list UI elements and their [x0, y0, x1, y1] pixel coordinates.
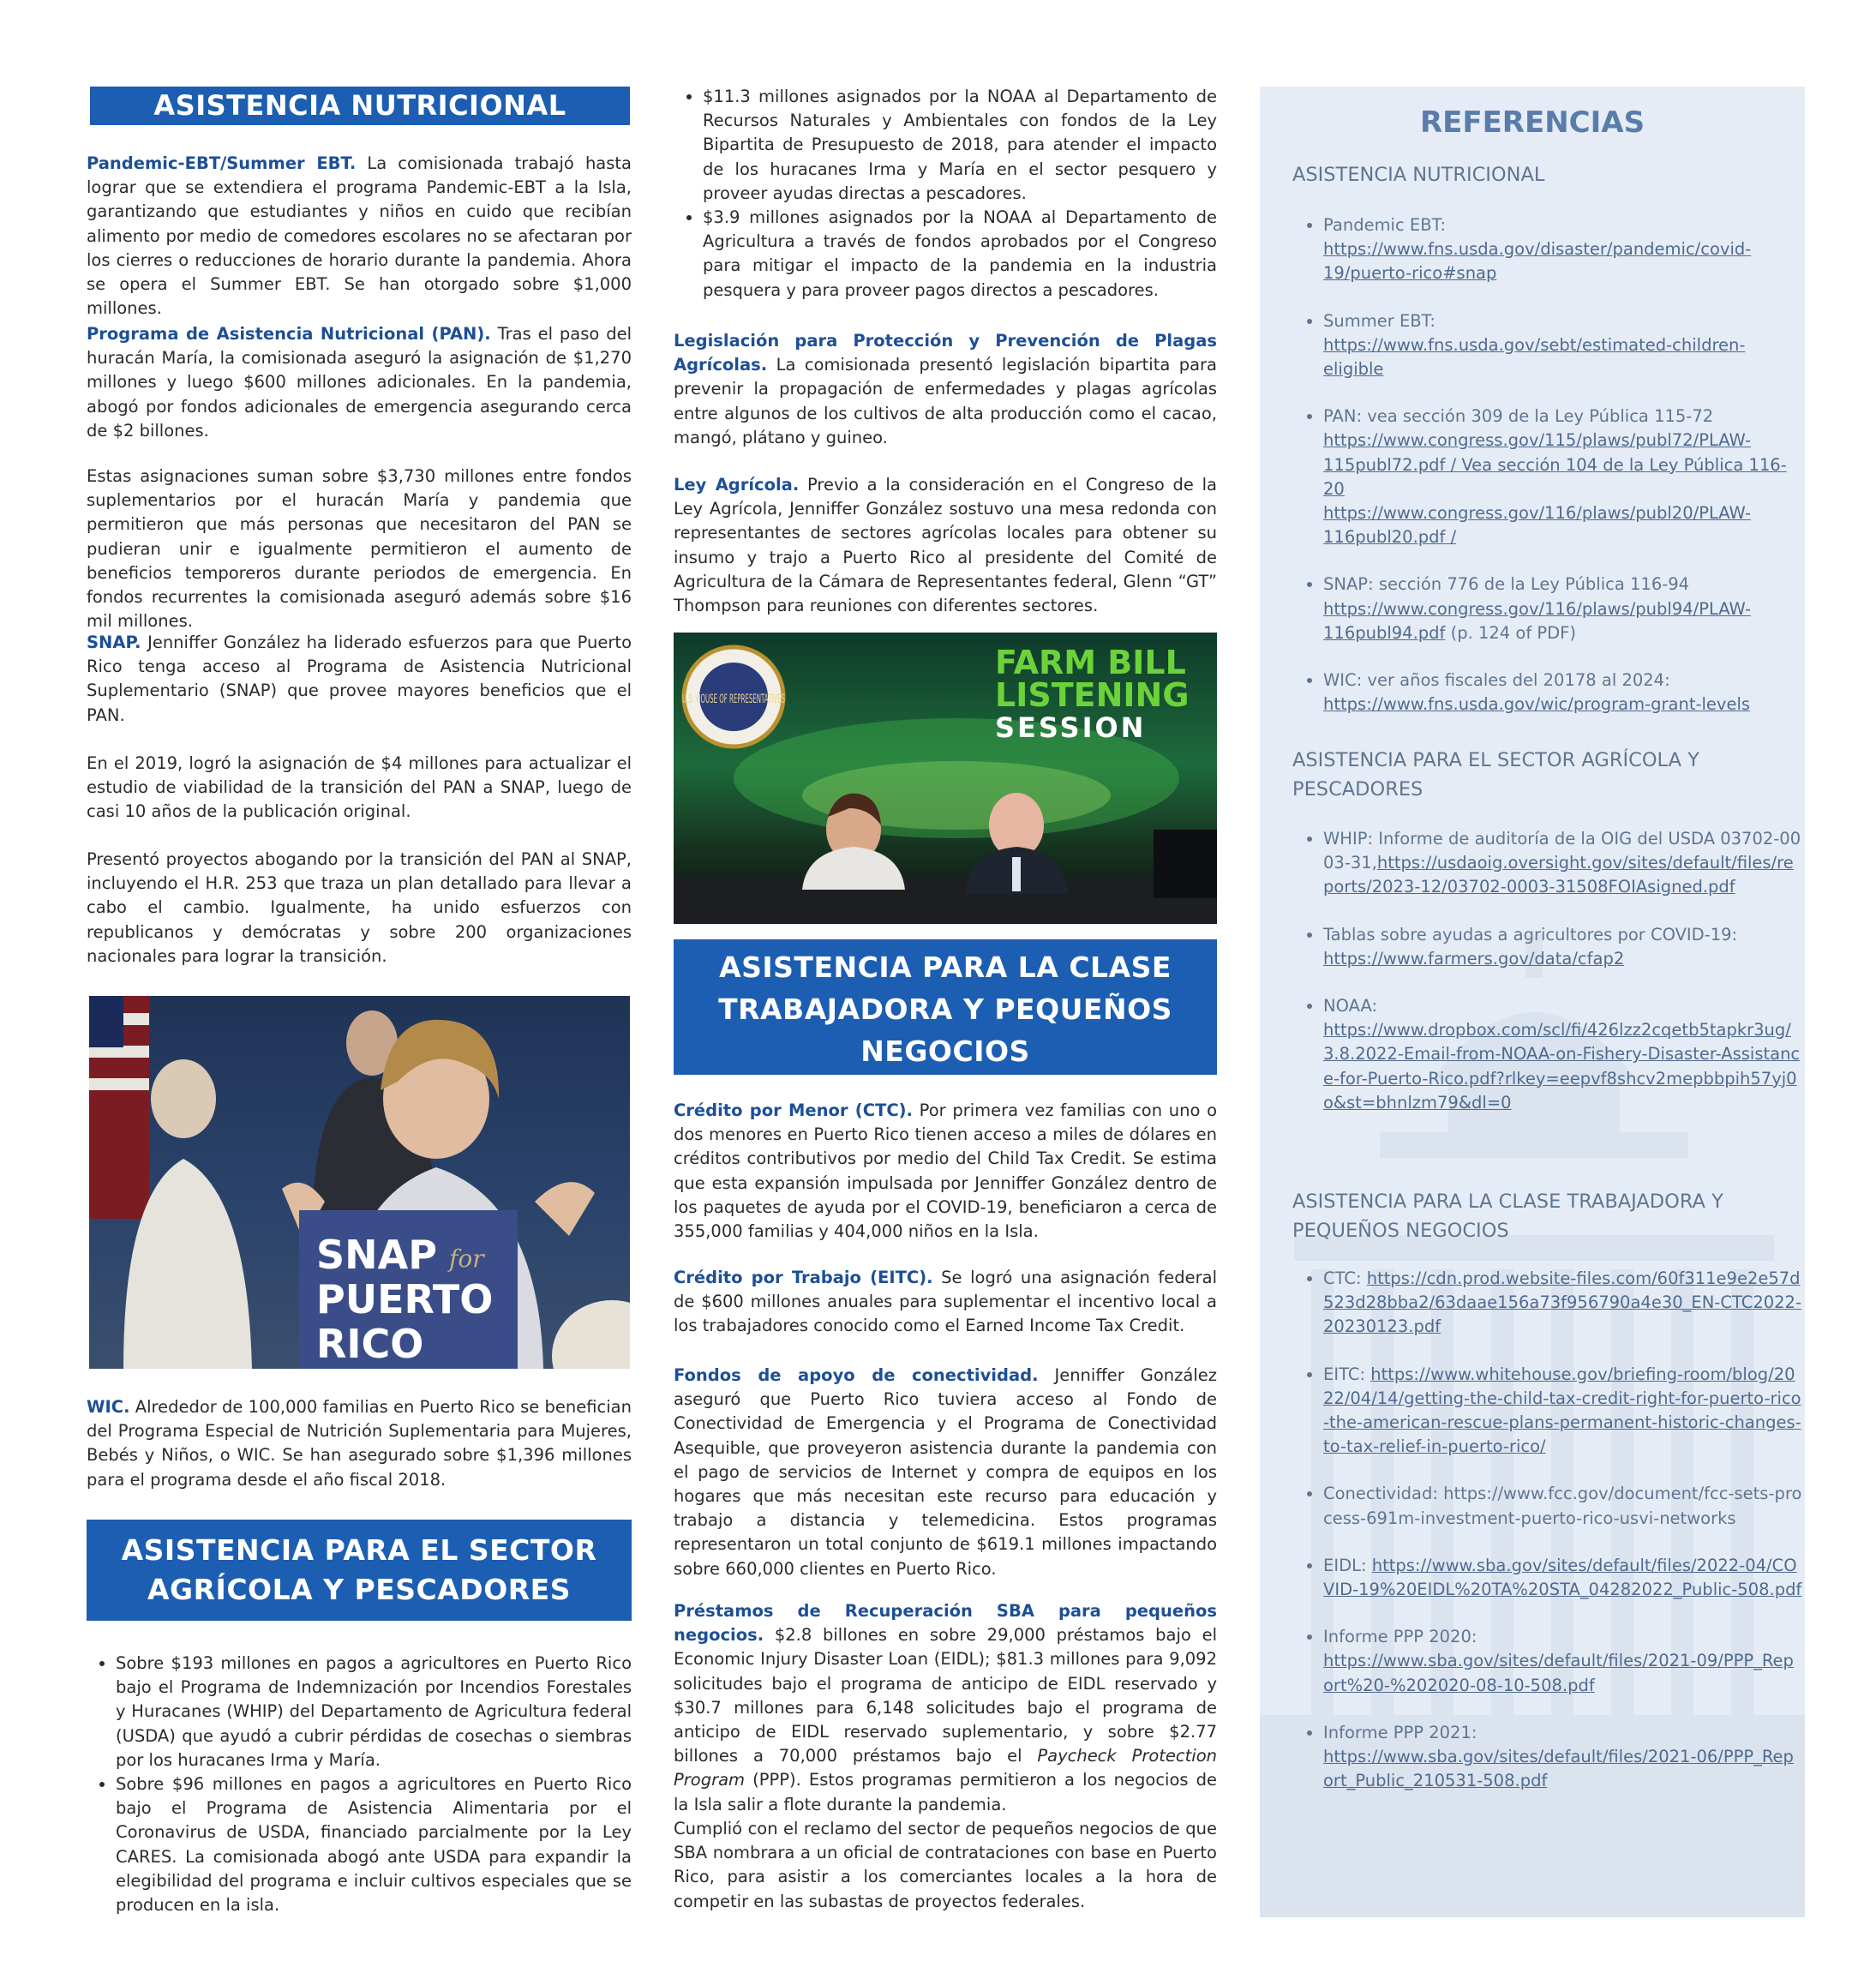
workers-header-line1: ASISTENCIA PARA LA CLASE — [719, 951, 1172, 984]
plagas-text: La comisionada presentó legislación bipartita para prevenir la propagación de enfermedades y plagas agrícolas entre algunos de los cultivos de alta producción como el cacao, mangó, plátano y guineo. — [674, 355, 1218, 447]
sum-paragraph: Estas asignaciones suman sobre $3,730 millones entre fondos suplementarios por el huracán María y pandemia que permitieron que más personas que necesitaron del PAN se pudieran unir e igualmente permitieron el aumento de beneficios temporeros durante periodos de emergencia. En fondos recurrentes la comisionada aseguró además sobre $16 mil millones. — [87, 466, 632, 632]
ley-agricola-paragraph — [674, 473, 1217, 618]
ref-item-conectividad — [1323, 1482, 1803, 1530]
references-title: REFERENCIAS — [1419, 105, 1645, 140]
eitc-text: Se logró una asignación federal de $600 millones anuales para suplementar el incentivo local a los trabajadores conocido como el Earned Income Tax Credit. — [674, 1268, 1218, 1336]
ref-pebt-label: Pandemic EBT: — [1323, 215, 1446, 235]
sba-paragraph — [674, 1599, 1217, 1817]
ref-ppp2020-link[interactable]: https://www.sba.gov/sites/default/files/2021-09/PPP_Report%20-%202020-08-10-508.pdf — [1323, 1651, 1794, 1695]
ref-item-sebt — [1323, 309, 1803, 382]
ref-item-noaa — [1323, 994, 1803, 1115]
nutrition-header — [90, 87, 630, 125]
ley-agricola-text: Previo a la consideración en el Congreso de la Ley Agrícola, Jenniffer González sostuvo una mesa redonda con representantes de sectores agrícolas locales para obtener su insumo y trajo a Puerto Rico al presidente del Comité de Agricultura de la Cámara de Representantes federal, Glenn “GT” Thompson para reuniones con diferentes sectores. — [674, 475, 1218, 616]
plagas-lead: Legislación para Protección y Prevención de Plagas Agrícolas. — [674, 331, 1217, 375]
ref-eitc-link[interactable]: https://www.whitehouse.gov/briefing-room/blog/2022/04/14/getting-the-child-tax-credit-right-for-puerto-rico-the-american-rescue-plans-permanent-historic-changes-to-tax-relief-in-puerto-rico/ — [1323, 1364, 1801, 1457]
pan-lead: Programa de Asistencia Nutricional (PAN). — [87, 324, 491, 344]
nutrition-header-text: ASISTENCIA NUTRICIONAL — [153, 89, 566, 122]
ref-eitc-label: EITC: — [1323, 1364, 1366, 1384]
ref-eidl-label: EIDL: — [1323, 1555, 1367, 1575]
sign-line2: PUERTO — [316, 1276, 494, 1322]
snap-press-photo-art — [89, 996, 630, 1369]
farm-bill-photo-art — [674, 633, 1217, 924]
conectividad-lead: Fondos de apoyo de conectividad. — [674, 1365, 1039, 1385]
sign-line1: SNAP — [316, 1232, 437, 1278]
agri-bullets-1 — [87, 1652, 632, 1917]
plagas-paragraph — [674, 329, 1217, 450]
pan-text: Tras el paso del huracán María, la comisionada aseguró la asignación de $1,270 millones y luego $600 millones adicionales. En la pandemia, abogó por fondos adicionales de emergencia asegurando cerca de $2 billones. — [87, 324, 632, 441]
snap-text: Jenniffer González ha liderado esfuerzos para que Puerto Rico tenga acceso al Programa de Asistencia Nutricional Suplementario (SNAP) que provee mayores beneficios que el PAN. — [87, 633, 632, 725]
ref-sebt-link[interactable]: https://www.fns.usda.gov/sebt/estimated-children-eligible — [1323, 334, 1746, 380]
snap-lead: SNAP. — [87, 633, 141, 652]
agri-bullet-cfap: • Sobre $96 millones en pagos a agricultores en Puerto Rico bajo el Programa de Asistencia Alimentaria por el Coronavirus de USDA, financiado parcialmente por la Ley CARES. La comisionada abogó ante USDA para expandir la elegibilidad del programa e incluir cultivos especiales que se producen en la isla. — [116, 1772, 632, 1917]
ref-ctc-link[interactable]: https://cdn.prod.website-files.com/60f311e9e2e57d523d28bba2/63daae156a73f956790a4e30_EN-CTC2022-20230123.pdf — [1323, 1268, 1801, 1337]
farm-title-line3: SESSION — [995, 711, 1147, 744]
eitc-paragraph — [674, 1266, 1217, 1339]
ref-whip-label: WHIP: Informe de auditoría de la OIG del USDA 03702-0003-31, — [1323, 829, 1801, 873]
ref-item-ppp2021 — [1323, 1721, 1803, 1794]
ref-item-ctc — [1323, 1267, 1803, 1340]
farm-bill-photo — [674, 633, 1217, 924]
refs-section-nutrition: ASISTENCIA NUTRICIONAL — [1292, 164, 1545, 186]
refs-section-workers: ASISTENCIA PARA LA CLASE TRABAJADORA Y PEQUEÑOS NEGOCIOS — [1292, 1190, 1723, 1242]
refs-list-agri — [1292, 827, 1803, 1115]
ref-snap-note: (p. 124 of PDF) — [1450, 622, 1576, 643]
conectividad-paragraph — [674, 1364, 1217, 1581]
sba-text-a: $2.8 billones en sobre 29,000 préstamos bajo el Economic Injury Disaster Loan (EIDL); $81.3 millones para 9,092 solicitudes bajo el programa de anticipo de EIDL reservado y $30.7 millones para 6,148 solicitudes bajo el programa de anticipo de EIDL reservado suplementario, y sobre $2.77 billones a 70,000 préstamos bajo el — [674, 1625, 1217, 1766]
agri-bullet-whip: • Sobre $193 millones en pagos a agricultores en Puerto Rico bajo el Programa de Indemnización por Incendios Forestales y Huracanes (WHIP) del Departamento de Agricultura federal (USDA) que ayudó a cubrir pérdidas de cosechas o siembras por los huracanes Irma y María. — [116, 1652, 632, 1772]
pebt-paragraph — [87, 152, 632, 321]
sign-for: for — [449, 1244, 484, 1273]
agri-bullet-noaa-drna: • $11.3 millones asignados por la NOAA al Departamento de Recursos Naturales y Ambientales con fondos de la Ley Bipartita de Presupuesto de 2018, para atender el impacto de los huracanes Irma y María en el sector pesquero y proveer ayudas directas a pescadores. — [703, 85, 1217, 206]
wic-paragraph — [87, 1395, 632, 1492]
ref-wic-link[interactable]: https://www.fns.usda.gov/wic/program-grant-levels — [1323, 694, 1751, 715]
snap-press-photo — [89, 996, 630, 1369]
agri-header — [87, 1520, 632, 1621]
pebt-text: La comisionada trabajó hasta lograr que se extendiera el programa Pandemic-EBT a la Isla, garantizando que estudiantes y niños en cuido que recibían alimento por medio de comedores escolares no se afectaran por los cierres o reducciones de horario durante la pandemia. Ahora se opera el Summer EBT. Se han otorgado sobre $1,000 millones. — [87, 153, 632, 319]
ref-item-whip — [1323, 827, 1803, 900]
house-seal-text: U.S. HOUSE OF REPRESENTATIVES — [682, 693, 786, 706]
eitc-lead: Crédito por Trabajo (EITC). — [674, 1268, 933, 1287]
ref-item-ppp2020 — [1323, 1625, 1803, 1698]
wic-text: Alrededor de 100,000 familias en Puerto Rico se benefician del Programa Especial de Nutrición Suplementaria para Mujeres, Bebés y Niños, o WIC. Se han asegurado sobre $1,396 millones para el programa desde el año fiscal 2018. — [87, 1397, 632, 1490]
ref-pan-label: PAN: vea sección 309 de la Ley Pública 115-72 — [1323, 406, 1714, 427]
ref-cfap-link[interactable]: https://www.farmers.gov/data/cfap2 — [1323, 948, 1625, 969]
ref-sebt-label: Summer EBT: — [1323, 310, 1435, 331]
refs-section-agri: ASISTENCIA PARA EL SECTOR AGRÍCOLA Y PESCADORES — [1292, 749, 1699, 801]
ref-item-snap — [1323, 573, 1803, 645]
ctc-paragraph — [674, 1099, 1217, 1244]
ctc-lead: Crédito por Menor (CTC). — [674, 1100, 913, 1120]
farm-title-line2: LISTENING — [995, 676, 1190, 714]
sign-line3: RICO — [316, 1321, 424, 1367]
ref-item-pebt — [1323, 213, 1803, 286]
oficial-paragraph: Cumplió con el reclamo del sector de pequeños negocios de que SBA nombrara a un oficial de contrataciones con base en Puerto Rico, para asistir a los comerciantes locales a la hora de competir en las subastas de proyectos federales. — [674, 1819, 1217, 1911]
workers-header — [674, 939, 1217, 1075]
ref-snap-link[interactable]: https://www.congress.gov/116/plaws/publ94/PLAW-116publ94.pdf — [1323, 598, 1752, 643]
agri-bullet-noaa-da: • $3.9 millones asignados por la NOAA al Departamento de Agricultura a través de fondos aprobados por el Congreso para mitigar el impacto de la pandemia en la industria pesquera y para proveer pagos directos a pescadores. — [703, 206, 1217, 303]
ref-eidl-link[interactable]: https://www.sba.gov/sites/default/files/2022-04/COVID-19%20EIDL%20TA%20STA_04282022_Public-508.pdf — [1323, 1555, 1802, 1600]
sba-lead: Préstamos de Recuperación SBA para pequeños negocios. — [674, 1601, 1217, 1646]
ref-cfap-label: Tablas sobre ayudas a agricultores por COVID-19: — [1323, 924, 1738, 945]
workers-header-line3: NEGOCIOS — [860, 1034, 1030, 1068]
farm-title-line1: FARM BILL — [995, 644, 1186, 681]
sba-text-b: (PPP). Estos programas permitieron a los negocios de la Isla salir a flote durante la pandemia. — [674, 1770, 1217, 1814]
agri-header-line1: ASISTENCIA PARA EL SECTOR — [121, 1533, 597, 1567]
refs-list-workers — [1292, 1267, 1803, 1793]
ref-ppp2021-label: Informe PPP 2021: — [1323, 1722, 1477, 1742]
wic-lead: WIC. — [87, 1397, 130, 1417]
ref-pebt-link[interactable]: https://www.fns.usda.gov/disaster/pandemic/covid-19/puerto-rico#snap — [1323, 239, 1752, 284]
snap-study-paragraph: En el 2019, logró la asignación de $4 millones para actualizar el estudio de viabilidad de la transición del PAN a SNAP, luego de casi 10 años de la publicación original. — [87, 753, 632, 822]
ref-item-eidl — [1323, 1554, 1803, 1602]
ref-item-cfap — [1323, 923, 1803, 971]
snap-projects-paragraph: Presentó proyectos abogando por la transición del PAN al SNAP, incluyendo el H.R. 253 que traza un plan detallado para llevar a cabo el cambio. Igualmente, ha unido esfuerzos con republicanos y demócratas y sobre 200 organizaciones nacionales para lograr la transición. — [87, 849, 632, 966]
ref-item-eitc — [1323, 1363, 1803, 1460]
pebt-lead: Pandemic-EBT/Summer EBT. — [87, 153, 357, 173]
ctc-text: Por primera vez familias con uno o dos menores en Puerto Rico tienen acceso a miles de dólares en créditos contributivos por medio del Child Tax Credit. Se estima que esta expansión impulsada por Jenniffer González dentro de los paquetes de ayuda por el COVID-19, beneficiaron a cerca de 355,000 familias y 404,000 niños en la Isla. — [674, 1100, 1218, 1242]
snap-paragraph — [87, 631, 632, 728]
ref-item-wic — [1323, 669, 1803, 717]
ref-noaa-link[interactable]: https://www.dropbox.com/scl/fi/426lzz2cqetb5tapkr3ug/3.8.2022-Email-from-NOAA-on-Fishery-Disaster-Assistance-for-Puerto-Rico.pdf?rlkey=eepvf8shcv2mepbbpih57yj0o&st=bhnlzm79&dl=0 — [1323, 1020, 1801, 1112]
ref-ctc-label: CTC: — [1323, 1268, 1362, 1288]
ref-pan-link-2[interactable]: https://www.congress.gov/116/plaws/publ20/PLAW-116publ20.pdf / — [1323, 503, 1752, 548]
ref-noaa-label: NOAA: — [1323, 996, 1378, 1016]
ref-ppp2020-label: Informe PPP 2020: — [1323, 1627, 1477, 1647]
ref-pan-link-1[interactable]: https://www.congress.gov/115/plaws/publ72/PLAW-115publ72.pdf / Vea sección 104 de la Ley Pública 116-20 — [1323, 430, 1787, 499]
ref-item-pan — [1323, 405, 1803, 549]
ref-ppp2021-link[interactable]: https://www.sba.gov/sites/default/files/2021-06/PPP_Report_Public_210531-508.pdf — [1323, 1747, 1794, 1791]
agri-header-line2: AGRÍCOLA Y PESCADORES — [147, 1573, 571, 1606]
ref-conectividad-text: Conectividad: https://www.fcc.gov/document/fcc-sets-process-691m-investment-puerto-rico-usvi-networks — [1323, 1484, 1802, 1528]
ley-agricola-lead: Ley Agrícola. — [674, 475, 800, 495]
pan-paragraph — [87, 322, 632, 443]
references-panel — [1260, 87, 1805, 1917]
ref-wic-label: WIC: ver años fiscales del 20178 al 2024: — [1323, 670, 1670, 691]
workers-header-line2: TRABAJADORA Y PEQUEÑOS — [718, 992, 1172, 1026]
ref-whip-link[interactable]: https://usdaoig.oversight.gov/sites/default/files/reports/2023-12/03702-0003-31508FOIAsigned.pdf — [1323, 853, 1794, 897]
agri-bullets-2 — [674, 85, 1217, 303]
conectividad-text: Jenniffer González aseguró que Puerto Rico tuviera acceso al Fondo de Conectividad de Emergencia y el Programa de Conectividad Asequible, que proveyeron asistencia durante la pandemia con el pago de servicios de Internet y compra de equipos en los hogares que más necesitan este recurso para educación y trabajo a distancia y telemedicina. Estos programas representaron un total conjunto de $619.1 millones impactando sobre 660,000 clientes en Puerto Rico. — [674, 1365, 1217, 1579]
refs-list-nutrition — [1292, 213, 1803, 717]
ref-snap-label: SNAP: sección 776 de la Ley Pública 116-94 — [1323, 574, 1690, 595]
sba-ppp-italic: Paycheck Protection Program — [674, 1746, 1217, 1790]
